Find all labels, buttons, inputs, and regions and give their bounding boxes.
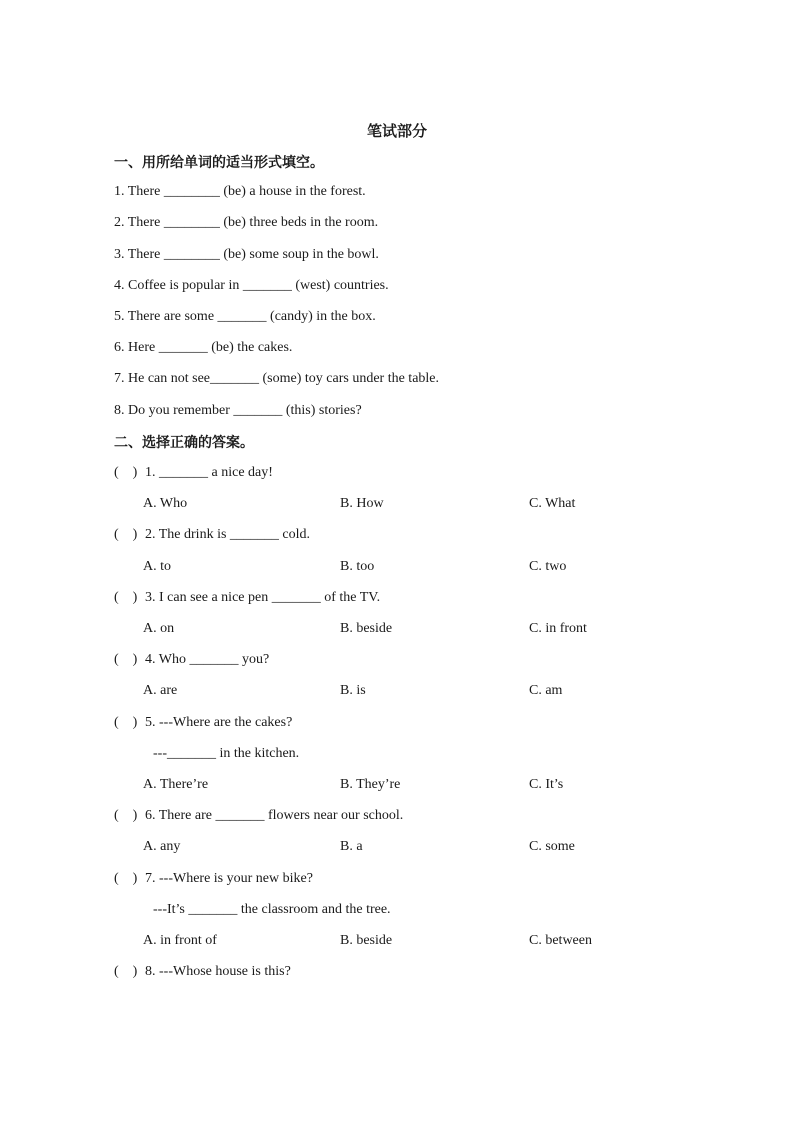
- fill-item-2: 2. There ________ (be) three beds in the room.: [114, 215, 379, 230]
- question-7: 7. ---Where is your new bike?: [145, 871, 313, 886]
- option-b: B. is: [340, 683, 366, 698]
- option-b: B. They’re: [340, 777, 401, 792]
- fill-item-6: 6. Here _______ (be) the cakes.: [114, 340, 293, 355]
- option-a: A. There’re: [143, 777, 209, 792]
- fill-item-7: 7. He can not see_______ (some) toy cars under the table.: [114, 371, 440, 386]
- fill-item-1: 1. There ________ (be) a house in the forest.: [114, 184, 366, 199]
- answer-paren: ( ): [114, 871, 138, 886]
- answer-paren: ( ): [114, 964, 138, 979]
- question-5: 5. ---Where are the cakes?: [145, 715, 293, 730]
- option-a: A. any: [143, 839, 181, 854]
- option-c: C. It’s: [529, 777, 564, 792]
- answer-paren: ( ): [114, 527, 138, 542]
- option-c: C. some: [529, 839, 575, 854]
- option-a: A. on: [143, 621, 175, 636]
- section-2-heading: 二、选择正确的答案。: [114, 435, 254, 451]
- option-b: B. beside: [340, 933, 393, 948]
- answer-paren: ( ): [114, 652, 138, 667]
- answer-paren: ( ): [114, 808, 138, 823]
- question-7-reply: ---It’s _______ the classroom and the tree.: [153, 902, 391, 917]
- option-a: A. in front of: [143, 933, 217, 948]
- question-2: 2. The drink is _______ cold.: [145, 527, 311, 542]
- option-c: C. am: [529, 683, 563, 698]
- option-b: B. a: [340, 839, 363, 854]
- fill-item-3: 3. There ________ (be) some soup in the bowl.: [114, 247, 379, 262]
- fill-item-8: 8. Do you remember _______ (this) stories?: [114, 403, 362, 418]
- fill-item-5: 5. There are some _______ (candy) in the box.: [114, 309, 376, 324]
- question-6: 6. There are _______ flowers near our school.: [145, 808, 404, 823]
- question-3: 3. I can see a nice pen _______ of the TV.: [145, 590, 381, 605]
- option-b: B. How: [340, 496, 384, 511]
- fill-item-4: 4. Coffee is popular in _______ (west) countries.: [114, 278, 389, 293]
- answer-paren: ( ): [114, 590, 138, 605]
- option-b: B. too: [340, 559, 375, 574]
- question-5-reply: ---_______ in the kitchen.: [153, 746, 300, 761]
- option-a: A. are: [143, 683, 178, 698]
- question-4: 4. Who _______ you?: [145, 652, 270, 667]
- answer-paren: ( ): [114, 465, 138, 480]
- question-8: 8. ---Whose house is this?: [145, 964, 291, 979]
- option-c: C. between: [529, 933, 592, 948]
- option-c: C. two: [529, 559, 567, 574]
- page-title: 笔试部分: [366, 122, 427, 140]
- answer-paren: ( ): [114, 715, 138, 730]
- option-c: C. What: [529, 496, 576, 511]
- question-1: 1. _______ a nice day!: [145, 465, 273, 480]
- option-b: B. beside: [340, 621, 393, 636]
- section-1-heading: 一、用所给单词的适当形式填空。: [114, 155, 324, 171]
- option-a: A. to: [143, 559, 171, 574]
- option-c: C. in front: [529, 621, 587, 636]
- option-a: A. Who: [143, 496, 188, 511]
